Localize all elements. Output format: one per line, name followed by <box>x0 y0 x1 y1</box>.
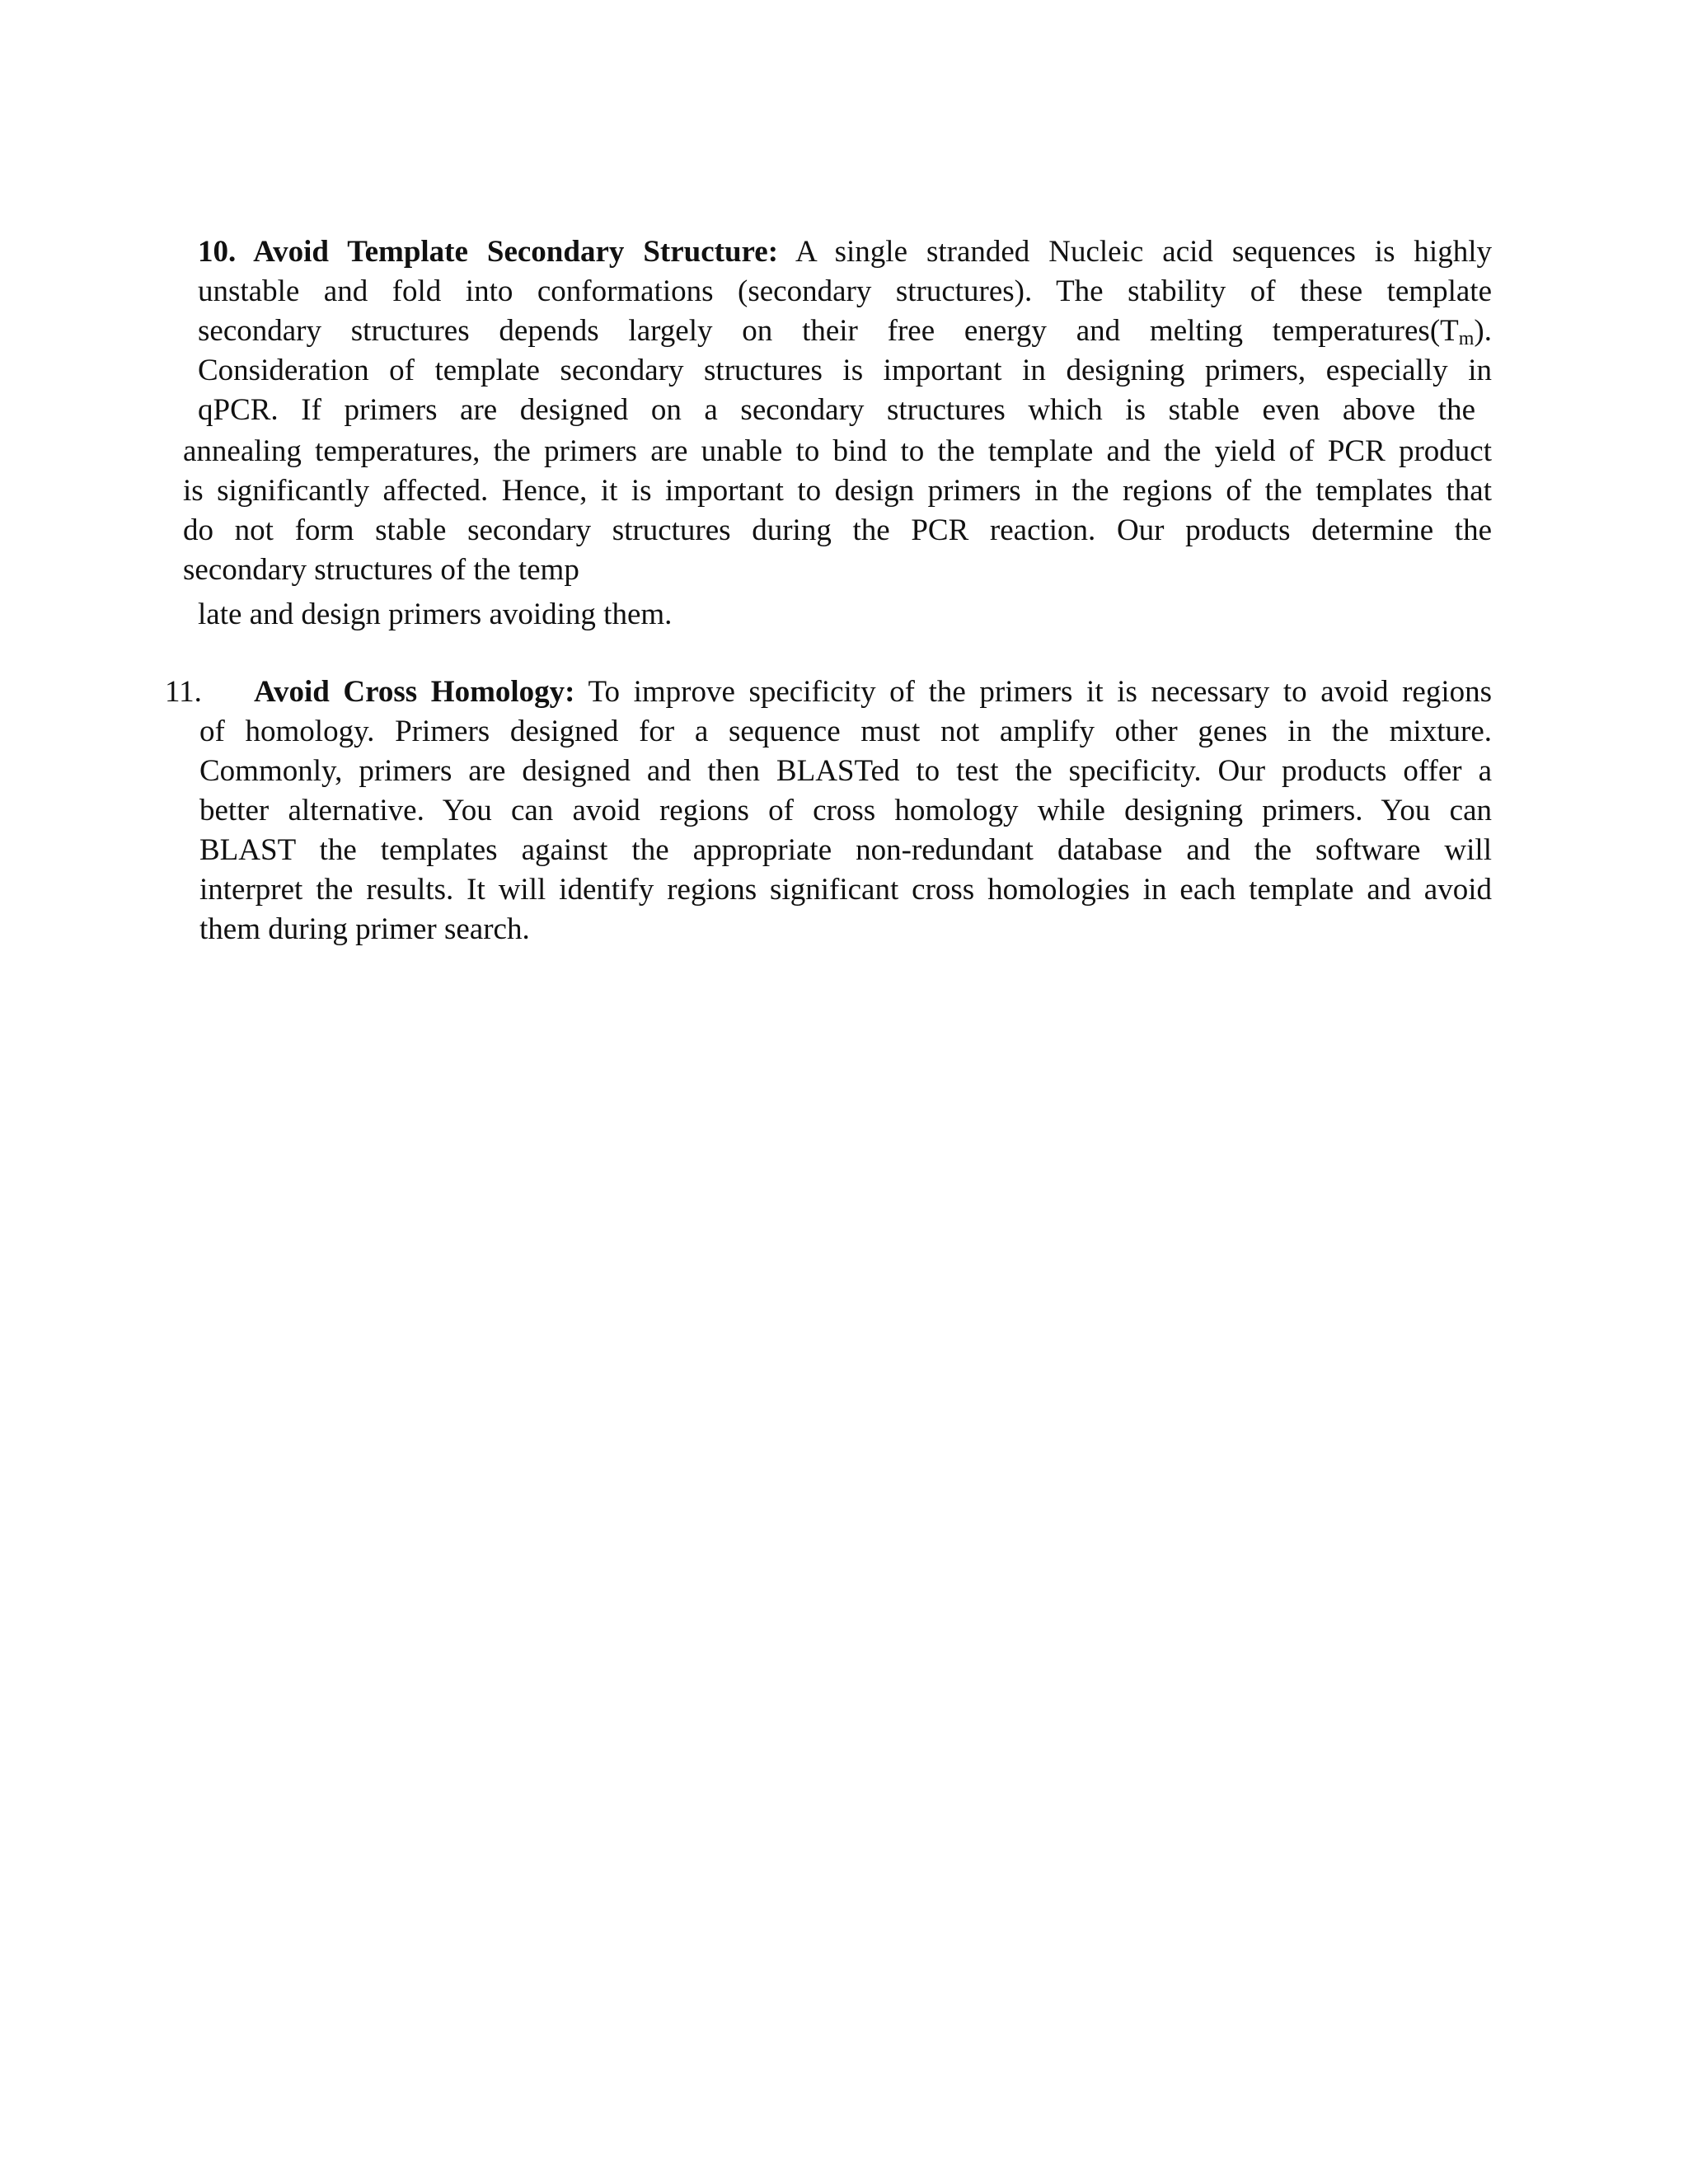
section-11-line-5: BLAST the templates against the appropriate non-redundant database and the software will <box>199 833 1492 867</box>
section-10-line-1: 10. Avoid Template Secondary Structure: A single stranded Nucleic acid sequences is highly <box>198 235 1492 269</box>
section-10-line-3: secondary structures depends largely on their free energy and melting $temperatures(T_m)$. <box>198 314 1492 349</box>
section-10-line-10: late and design primers avoiding them. <box>198 598 673 631</box>
section-10-line-2: unstable and fold into conformations (secondary structures). The stability of these template <box>198 274 1492 308</box>
section-10-line-6: annealing temperatures, the primers are unable to bind to the template and the yield of PCR product <box>183 434 1492 468</box>
section-11-line-1: Avoid Cross Homology: To improve specificity of the primers it is necessary to avoid regions <box>254 675 1492 709</box>
section-10-line-4: Consideration of template secondary structures is important in designing primers, especially in <box>198 354 1492 387</box>
section-11-number: 11. <box>165 675 202 709</box>
section-11-line-2: of homology. Primers designed for a sequence must not amplify other genes in the mixture. <box>199 715 1492 748</box>
section-11-line-3: Commonly, primers are designed and then BLASTed to test the specificity. Our products offer a <box>199 754 1492 788</box>
section-11-line-7: them during primer search. <box>199 912 530 946</box>
section-10-heading: 10. Avoid Template Secondary Structure: <box>198 235 779 269</box>
section-10-line-5: qPCR. If primers are designed on a secondary structures which is stable even above the <box>198 393 1475 427</box>
section-11-line-6: interpret the results. It will identify regions significant cross homologies in each template and avoid <box>199 873 1492 907</box>
section-10-line-9: secondary structures of the temp <box>183 553 579 587</box>
section-11-heading: Avoid Cross Homology: <box>254 675 575 709</box>
section-11-line-4: better alternative. You can avoid regions of cross homology while designing primers. You can <box>199 794 1492 827</box>
section-10-line-8: do not form stable secondary structures during the PCR reaction. Our products determine the <box>183 513 1492 547</box>
section-10-line-7: is significantly affected. Hence, it is important to design primers in the regions of the templates that <box>183 474 1492 508</box>
